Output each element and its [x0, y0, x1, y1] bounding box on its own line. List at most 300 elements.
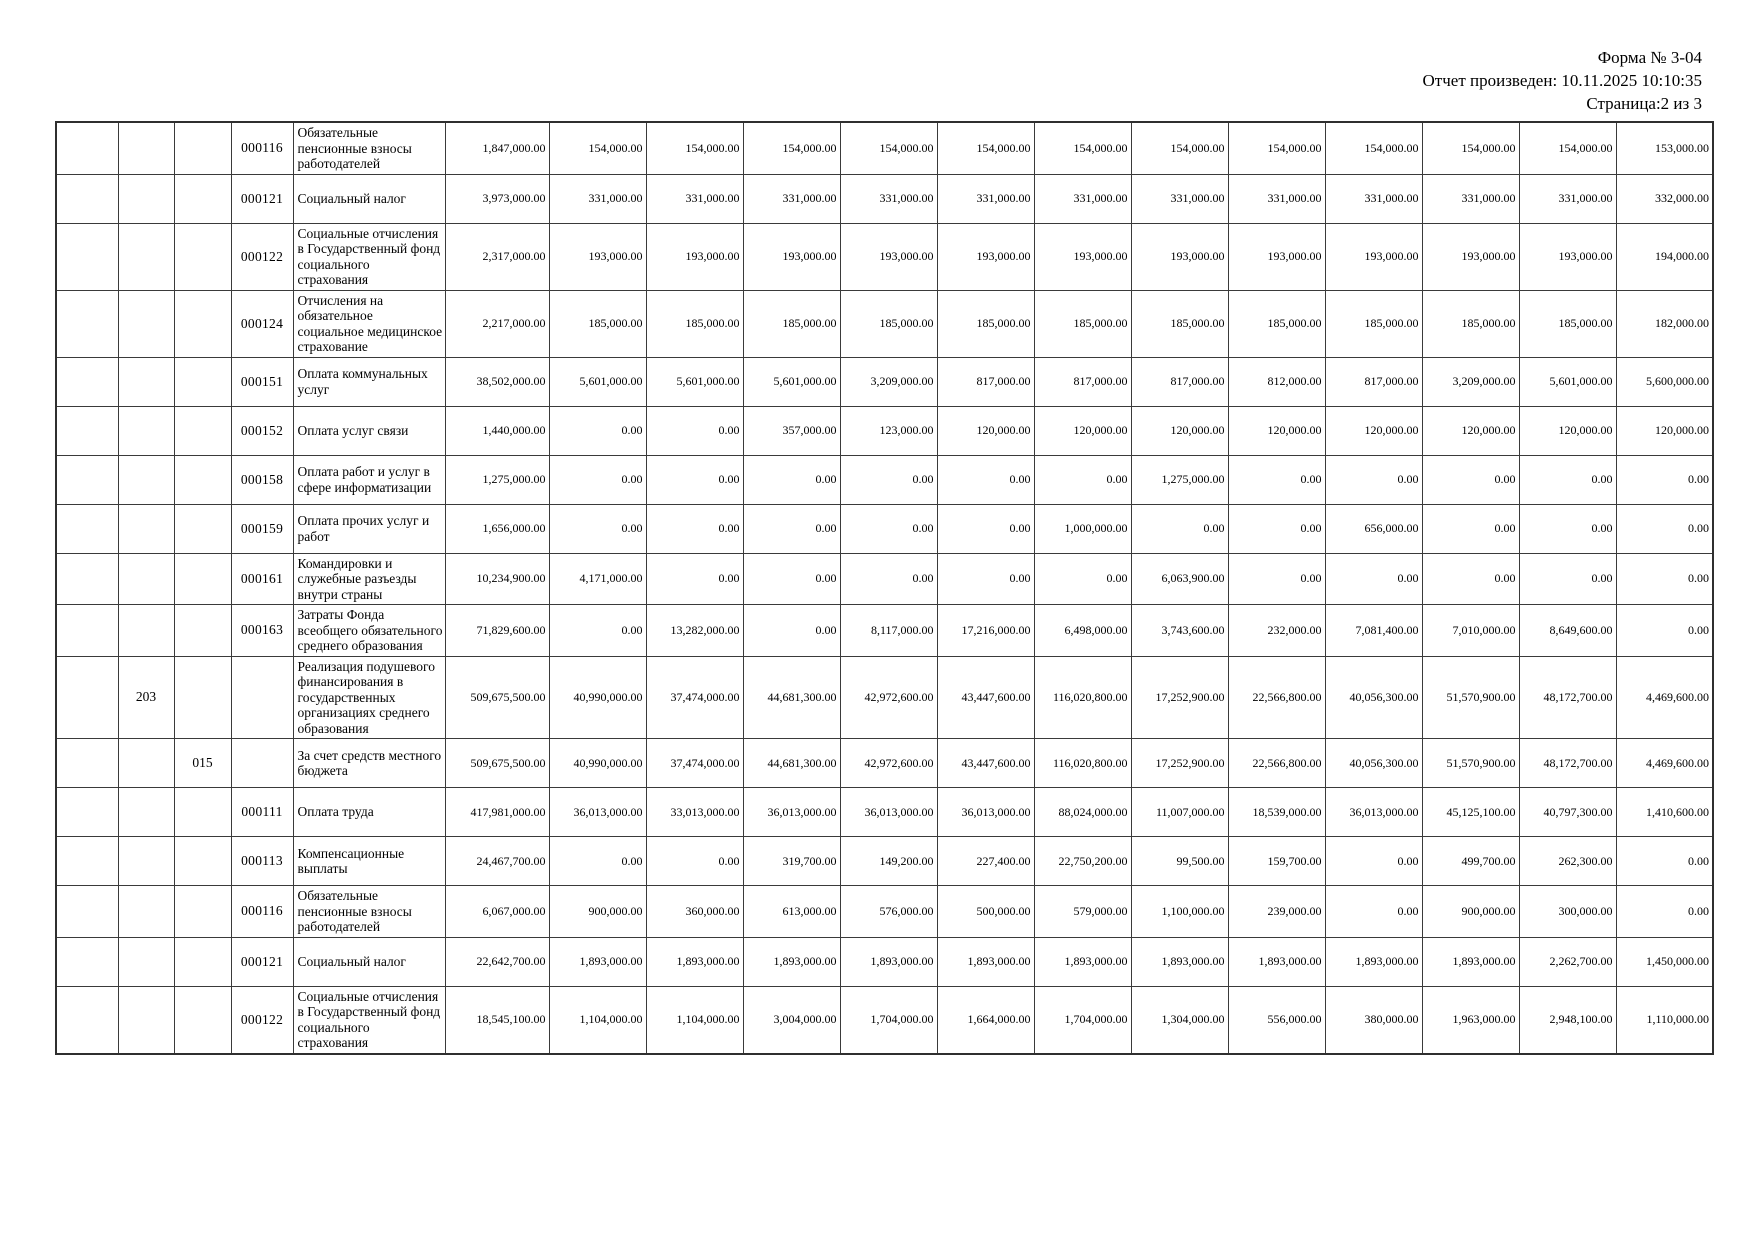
cell-amount: 0.00	[646, 406, 743, 455]
cell-amount: 1,440,000.00	[445, 406, 549, 455]
cell-amount: 1,893,000.00	[840, 937, 937, 986]
table-row	[56, 290, 1713, 357]
cell-amount: 331,000.00	[743, 174, 840, 223]
cell-amount: 193,000.00	[549, 223, 646, 290]
cell-amount: 0.00	[549, 837, 646, 886]
cell-amount: 42,972,600.00	[840, 656, 937, 739]
cell-program	[118, 223, 174, 290]
cell-amount: 3,973,000.00	[445, 174, 549, 223]
cell-amount: 0.00	[743, 605, 840, 657]
cell-amount: 193,000.00	[1422, 223, 1519, 290]
cell-program	[118, 174, 174, 223]
cell-amount: 0.00	[1325, 837, 1422, 886]
cell-amount: 154,000.00	[1228, 122, 1325, 174]
cell-amount: 656,000.00	[1325, 504, 1422, 553]
cell-subprogram	[174, 886, 231, 938]
cell-description: Оплата работ и услуг в сфере информатизации	[293, 455, 445, 504]
cell-amount: 7,081,400.00	[1325, 605, 1422, 657]
report-header	[0, 0, 1754, 115]
budget-table-body	[56, 122, 1713, 1054]
cell-amount: 193,000.00	[1519, 223, 1616, 290]
cell-amount: 0.00	[1228, 504, 1325, 553]
cell-subprogram	[174, 122, 231, 174]
cell-amount: 120,000.00	[1034, 406, 1131, 455]
cell-amount: 88,024,000.00	[1034, 788, 1131, 837]
cell-amount: 36,013,000.00	[937, 788, 1034, 837]
cell-description: Отчисления на обязательное социальное медицинское страхование	[293, 290, 445, 357]
cell-amount: 900,000.00	[549, 886, 646, 938]
cell-amount: 500,000.00	[937, 886, 1034, 938]
cell-amount: 2,262,700.00	[1519, 937, 1616, 986]
cell-amount: 331,000.00	[1034, 174, 1131, 223]
cell-admin	[56, 357, 118, 406]
cell-subprogram	[174, 553, 231, 605]
cell-amount: 0.00	[743, 504, 840, 553]
cell-amount: 40,056,300.00	[1325, 739, 1422, 788]
cell-amount: 1,664,000.00	[937, 986, 1034, 1054]
cell-amount: 120,000.00	[937, 406, 1034, 455]
cell-subprogram	[174, 656, 231, 739]
cell-amount: 5,601,000.00	[1519, 357, 1616, 406]
cell-amount: 1,893,000.00	[743, 937, 840, 986]
cell-amount: 613,000.00	[743, 886, 840, 938]
cell-amount: 360,000.00	[646, 886, 743, 938]
cell-amount: 193,000.00	[1034, 223, 1131, 290]
cell-amount: 18,539,000.00	[1228, 788, 1325, 837]
cell-specific: 000151	[231, 357, 293, 406]
cell-amount: 357,000.00	[743, 406, 840, 455]
cell-amount: 331,000.00	[937, 174, 1034, 223]
table-row	[56, 357, 1713, 406]
cell-amount: 185,000.00	[646, 290, 743, 357]
cell-amount: 185,000.00	[1034, 290, 1131, 357]
report-generated-timestamp: Отчет произведен: 10.11.2025 10:10:35	[1422, 71, 1702, 90]
cell-description: Реализация подушевого финансирования в государственных организациях среднего образования	[293, 656, 445, 739]
cell-program	[118, 937, 174, 986]
table-row	[56, 937, 1713, 986]
form-number: Форма № 3-04	[1597, 48, 1702, 67]
cell-amount: 37,474,000.00	[646, 739, 743, 788]
cell-amount: 0.00	[1034, 455, 1131, 504]
cell-amount: 8,117,000.00	[840, 605, 937, 657]
cell-amount: 120,000.00	[1616, 406, 1713, 455]
cell-description: Социальные отчисления в Государственный фонд социального страхования	[293, 986, 445, 1054]
cell-amount: 1,963,000.00	[1422, 986, 1519, 1054]
cell-amount: 0.00	[840, 455, 937, 504]
cell-amount: 331,000.00	[1131, 174, 1228, 223]
cell-amount: 2,217,000.00	[445, 290, 549, 357]
cell-amount: 579,000.00	[1034, 886, 1131, 938]
cell-amount: 40,990,000.00	[549, 739, 646, 788]
cell-program	[118, 406, 174, 455]
cell-specific: 000122	[231, 986, 293, 1054]
cell-amount: 1,110,000.00	[1616, 986, 1713, 1054]
cell-admin	[56, 504, 118, 553]
cell-amount: 154,000.00	[1034, 122, 1131, 174]
cell-amount: 0.00	[1616, 553, 1713, 605]
cell-amount: 900,000.00	[1422, 886, 1519, 938]
cell-amount: 22,566,800.00	[1228, 739, 1325, 788]
cell-amount: 36,013,000.00	[743, 788, 840, 837]
cell-amount: 17,252,900.00	[1131, 739, 1228, 788]
cell-amount: 0.00	[937, 455, 1034, 504]
cell-amount: 11,007,000.00	[1131, 788, 1228, 837]
table-row	[56, 656, 1713, 739]
cell-amount: 7,010,000.00	[1422, 605, 1519, 657]
cell-program	[118, 986, 174, 1054]
cell-amount: 331,000.00	[1228, 174, 1325, 223]
cell-amount: 0.00	[646, 837, 743, 886]
cell-amount: 154,000.00	[1519, 122, 1616, 174]
cell-amount: 0.00	[1519, 504, 1616, 553]
cell-amount: 0.00	[549, 504, 646, 553]
cell-program	[118, 455, 174, 504]
cell-amount: 1,304,000.00	[1131, 986, 1228, 1054]
cell-amount: 40,797,300.00	[1519, 788, 1616, 837]
cell-admin	[56, 788, 118, 837]
cell-amount: 154,000.00	[646, 122, 743, 174]
cell-amount: 817,000.00	[1034, 357, 1131, 406]
cell-amount: 154,000.00	[549, 122, 646, 174]
cell-specific: 000121	[231, 174, 293, 223]
cell-amount: 38,502,000.00	[445, 357, 549, 406]
cell-amount: 154,000.00	[743, 122, 840, 174]
cell-amount: 185,000.00	[840, 290, 937, 357]
cell-amount: 193,000.00	[1325, 223, 1422, 290]
cell-specific: 000121	[231, 937, 293, 986]
cell-program	[118, 788, 174, 837]
cell-amount: 0.00	[549, 406, 646, 455]
cell-description: Оплата услуг связи	[293, 406, 445, 455]
cell-amount: 812,000.00	[1228, 357, 1325, 406]
cell-amount: 1,893,000.00	[646, 937, 743, 986]
cell-amount: 1,893,000.00	[1034, 937, 1131, 986]
cell-amount: 120,000.00	[1325, 406, 1422, 455]
cell-amount: 0.00	[1325, 886, 1422, 938]
cell-amount: 1,104,000.00	[646, 986, 743, 1054]
cell-description: Затраты Фонда всеобщего обязательного среднего образования	[293, 605, 445, 657]
cell-program	[118, 553, 174, 605]
cell-description: За счет средств местного бюджета	[293, 739, 445, 788]
cell-amount: 1,000,000.00	[1034, 504, 1131, 553]
cell-amount: 149,200.00	[840, 837, 937, 886]
table-row	[56, 406, 1713, 455]
cell-amount: 556,000.00	[1228, 986, 1325, 1054]
cell-amount: 0.00	[1325, 455, 1422, 504]
cell-description: Социальный налог	[293, 937, 445, 986]
cell-description: Социальный налог	[293, 174, 445, 223]
cell-amount: 509,675,500.00	[445, 739, 549, 788]
cell-amount: 0.00	[549, 455, 646, 504]
cell-admin	[56, 174, 118, 223]
cell-amount: 0.00	[549, 605, 646, 657]
cell-description: Компенсационные выплаты	[293, 837, 445, 886]
cell-amount: 24,467,700.00	[445, 837, 549, 886]
cell-amount: 116,020,800.00	[1034, 739, 1131, 788]
cell-specific: 000159	[231, 504, 293, 553]
cell-amount: 4,171,000.00	[549, 553, 646, 605]
cell-amount: 319,700.00	[743, 837, 840, 886]
cell-subprogram	[174, 986, 231, 1054]
cell-specific: 000116	[231, 886, 293, 938]
cell-subprogram	[174, 406, 231, 455]
cell-amount: 232,000.00	[1228, 605, 1325, 657]
cell-amount: 0.00	[1228, 455, 1325, 504]
cell-admin	[56, 122, 118, 174]
cell-amount: 331,000.00	[1519, 174, 1616, 223]
cell-amount: 0.00	[1228, 553, 1325, 605]
cell-amount: 1,893,000.00	[1422, 937, 1519, 986]
cell-amount: 331,000.00	[549, 174, 646, 223]
cell-amount: 0.00	[646, 553, 743, 605]
cell-program	[118, 605, 174, 657]
table-row	[56, 986, 1713, 1054]
cell-subprogram	[174, 788, 231, 837]
cell-specific: 000158	[231, 455, 293, 504]
cell-admin	[56, 937, 118, 986]
cell-amount: 43,447,600.00	[937, 739, 1034, 788]
cell-amount: 576,000.00	[840, 886, 937, 938]
cell-subprogram	[174, 223, 231, 290]
cell-amount: 0.00	[1034, 553, 1131, 605]
cell-amount: 5,600,000.00	[1616, 357, 1713, 406]
cell-amount: 331,000.00	[1325, 174, 1422, 223]
cell-amount: 10,234,900.00	[445, 553, 549, 605]
cell-admin	[56, 455, 118, 504]
cell-amount: 2,948,100.00	[1519, 986, 1616, 1054]
cell-amount: 116,020,800.00	[1034, 656, 1131, 739]
cell-amount: 0.00	[1422, 504, 1519, 553]
cell-amount: 4,469,600.00	[1616, 739, 1713, 788]
table-row	[56, 553, 1713, 605]
cell-amount: 36,013,000.00	[840, 788, 937, 837]
page-indicator: Страница:2 из 3	[1586, 94, 1702, 113]
cell-amount: 185,000.00	[743, 290, 840, 357]
cell-amount: 185,000.00	[1228, 290, 1325, 357]
cell-amount: 332,000.00	[1616, 174, 1713, 223]
cell-amount: 5,601,000.00	[646, 357, 743, 406]
cell-amount: 1,100,000.00	[1131, 886, 1228, 938]
cell-amount: 185,000.00	[1519, 290, 1616, 357]
cell-amount: 120,000.00	[1228, 406, 1325, 455]
cell-amount: 1,704,000.00	[1034, 986, 1131, 1054]
cell-amount: 99,500.00	[1131, 837, 1228, 886]
cell-amount: 185,000.00	[549, 290, 646, 357]
cell-amount: 0.00	[1616, 886, 1713, 938]
cell-amount: 0.00	[646, 504, 743, 553]
cell-description: Оплата прочих услуг и работ	[293, 504, 445, 553]
cell-admin	[56, 986, 118, 1054]
cell-amount: 185,000.00	[1422, 290, 1519, 357]
cell-amount: 45,125,100.00	[1422, 788, 1519, 837]
cell-amount: 194,000.00	[1616, 223, 1713, 290]
cell-admin	[56, 739, 118, 788]
cell-amount: 13,282,000.00	[646, 605, 743, 657]
cell-amount: 120,000.00	[1519, 406, 1616, 455]
cell-specific: 000163	[231, 605, 293, 657]
cell-admin	[56, 406, 118, 455]
cell-amount: 0.00	[1131, 504, 1228, 553]
cell-description: Социальные отчисления в Государственный фонд социального страхования	[293, 223, 445, 290]
table-row	[56, 504, 1713, 553]
cell-amount: 154,000.00	[1422, 122, 1519, 174]
cell-amount: 1,847,000.00	[445, 122, 549, 174]
cell-program	[118, 122, 174, 174]
cell-amount: 1,410,600.00	[1616, 788, 1713, 837]
cell-amount: 153,000.00	[1616, 122, 1713, 174]
cell-description: Обязательные пенсионные взносы работодателей	[293, 122, 445, 174]
cell-amount: 44,681,300.00	[743, 739, 840, 788]
cell-amount: 193,000.00	[743, 223, 840, 290]
cell-specific: 000122	[231, 223, 293, 290]
cell-amount: 331,000.00	[840, 174, 937, 223]
cell-subprogram	[174, 455, 231, 504]
cell-amount: 417,981,000.00	[445, 788, 549, 837]
cell-amount: 3,209,000.00	[840, 357, 937, 406]
cell-subprogram	[174, 605, 231, 657]
cell-amount: 17,216,000.00	[937, 605, 1034, 657]
cell-program	[118, 886, 174, 938]
cell-subprogram	[174, 937, 231, 986]
table-row	[56, 886, 1713, 938]
cell-amount: 193,000.00	[646, 223, 743, 290]
cell-amount: 154,000.00	[937, 122, 1034, 174]
cell-specific: 000124	[231, 290, 293, 357]
cell-amount: 4,469,600.00	[1616, 656, 1713, 739]
cell-program	[118, 837, 174, 886]
cell-amount: 1,275,000.00	[1131, 455, 1228, 504]
table-row	[56, 605, 1713, 657]
cell-amount: 0.00	[743, 553, 840, 605]
cell-description: Обязательные пенсионные взносы работодателей	[293, 886, 445, 938]
cell-amount: 0.00	[1519, 455, 1616, 504]
cell-amount: 42,972,600.00	[840, 739, 937, 788]
cell-amount: 1,656,000.00	[445, 504, 549, 553]
cell-subprogram	[174, 357, 231, 406]
cell-amount: 51,570,900.00	[1422, 739, 1519, 788]
cell-amount: 40,056,300.00	[1325, 656, 1422, 739]
cell-amount: 227,400.00	[937, 837, 1034, 886]
cell-admin	[56, 223, 118, 290]
cell-amount: 185,000.00	[937, 290, 1034, 357]
cell-amount: 509,675,500.00	[445, 656, 549, 739]
cell-amount: 193,000.00	[840, 223, 937, 290]
cell-specific	[231, 656, 293, 739]
cell-amount: 1,893,000.00	[1131, 937, 1228, 986]
cell-amount: 185,000.00	[1325, 290, 1422, 357]
cell-amount: 48,172,700.00	[1519, 739, 1616, 788]
cell-amount: 193,000.00	[937, 223, 1034, 290]
cell-amount: 239,000.00	[1228, 886, 1325, 938]
budget-table	[55, 121, 1714, 1055]
cell-amount: 17,252,900.00	[1131, 656, 1228, 739]
cell-specific: 000152	[231, 406, 293, 455]
cell-description: Оплата коммунальных услуг	[293, 357, 445, 406]
cell-amount: 0.00	[937, 553, 1034, 605]
cell-amount: 8,649,600.00	[1519, 605, 1616, 657]
cell-amount: 1,893,000.00	[549, 937, 646, 986]
cell-amount: 0.00	[1422, 455, 1519, 504]
cell-amount: 123,000.00	[840, 406, 937, 455]
cell-amount: 0.00	[1616, 605, 1713, 657]
cell-program: 203	[118, 656, 174, 739]
cell-amount: 499,700.00	[1422, 837, 1519, 886]
cell-specific: 000111	[231, 788, 293, 837]
cell-amount: 5,601,000.00	[743, 357, 840, 406]
cell-amount: 817,000.00	[1131, 357, 1228, 406]
cell-amount: 193,000.00	[1228, 223, 1325, 290]
cell-amount: 5,601,000.00	[549, 357, 646, 406]
cell-amount: 154,000.00	[1131, 122, 1228, 174]
cell-amount: 33,013,000.00	[646, 788, 743, 837]
table-row	[56, 223, 1713, 290]
cell-amount: 331,000.00	[1422, 174, 1519, 223]
cell-specific: 000113	[231, 837, 293, 886]
cell-amount: 0.00	[937, 504, 1034, 553]
cell-amount: 300,000.00	[1519, 886, 1616, 938]
cell-program	[118, 504, 174, 553]
cell-amount: 36,013,000.00	[1325, 788, 1422, 837]
cell-program	[118, 357, 174, 406]
cell-amount: 71,829,600.00	[445, 605, 549, 657]
table-row	[56, 739, 1713, 788]
cell-description: Оплата труда	[293, 788, 445, 837]
cell-admin	[56, 886, 118, 938]
cell-subprogram	[174, 290, 231, 357]
cell-amount: 120,000.00	[1422, 406, 1519, 455]
cell-subprogram	[174, 504, 231, 553]
cell-amount: 51,570,900.00	[1422, 656, 1519, 739]
cell-amount: 154,000.00	[1325, 122, 1422, 174]
cell-subprogram	[174, 174, 231, 223]
cell-amount: 0.00	[1616, 455, 1713, 504]
cell-specific: 000116	[231, 122, 293, 174]
cell-amount: 0.00	[1616, 504, 1713, 553]
cell-amount: 44,681,300.00	[743, 656, 840, 739]
cell-amount: 817,000.00	[937, 357, 1034, 406]
cell-amount: 1,450,000.00	[1616, 937, 1713, 986]
cell-amount: 0.00	[1616, 837, 1713, 886]
cell-amount: 262,300.00	[1519, 837, 1616, 886]
cell-amount: 3,209,000.00	[1422, 357, 1519, 406]
cell-amount: 0.00	[840, 553, 937, 605]
cell-amount: 0.00	[743, 455, 840, 504]
cell-amount: 182,000.00	[1616, 290, 1713, 357]
cell-amount: 154,000.00	[840, 122, 937, 174]
cell-admin	[56, 837, 118, 886]
cell-amount: 40,990,000.00	[549, 656, 646, 739]
cell-admin	[56, 290, 118, 357]
cell-amount: 331,000.00	[646, 174, 743, 223]
cell-amount: 6,498,000.00	[1034, 605, 1131, 657]
cell-amount: 22,642,700.00	[445, 937, 549, 986]
cell-program	[118, 739, 174, 788]
cell-amount: 193,000.00	[1131, 223, 1228, 290]
cell-specific	[231, 739, 293, 788]
cell-amount: 0.00	[1422, 553, 1519, 605]
cell-description: Командировки и служебные разъезды внутри страны	[293, 553, 445, 605]
cell-amount: 0.00	[646, 455, 743, 504]
cell-subprogram	[174, 837, 231, 886]
cell-amount: 3,743,600.00	[1131, 605, 1228, 657]
cell-amount: 0.00	[1325, 553, 1422, 605]
cell-amount: 22,566,800.00	[1228, 656, 1325, 739]
table-row	[56, 837, 1713, 886]
cell-amount: 1,704,000.00	[840, 986, 937, 1054]
cell-amount: 36,013,000.00	[549, 788, 646, 837]
cell-amount: 22,750,200.00	[1034, 837, 1131, 886]
cell-amount: 120,000.00	[1131, 406, 1228, 455]
